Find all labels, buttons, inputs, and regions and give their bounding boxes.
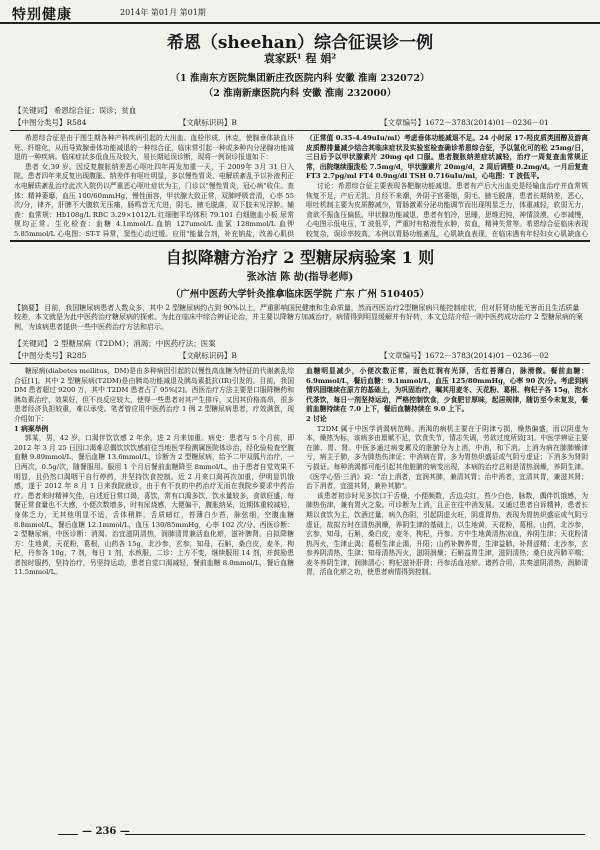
paragraph: 患者 女,39 岁。因反复腹胀纳差恶心呕吐四年再发加重一天，于 2009年 3月 31 日入院。患者四年来反复出现腹胀、纳差伴有呕吐明显，多以慢性胃炎、电解质紊乱予以补液利正水电解质紊乱治疗此次入院仍以严重恶心呕吐症状为主，门诊以"慢性胃炎，冠心病"收住。查体：精神萎靡，血压 100/60mmHg，慢性面容，甲状腺大致正常，双肺呼吸音清，心率 55 次/分，律齐，肝脾不大腹软无压痛，肠鸣音无亢进，阴毛、腋毛脱落，双下肢未见浮肿。辅查：血常规：Hb108g/L RBC 3.29×1012/L 红细胞平均体积 79.101 白细胞血小板 尿常规均正常。生化检查：血糖 4.1mmol/L 血钠 127umol/L 血氯 128mmol/L 血钾 5.85mmol/L 心电图：ST-T 异常，窦性心动过缓。应用"能量合剂，补充钠盐，改善心肌供 bbox=[14, 162, 294, 238]
footer-rule-right bbox=[125, 834, 585, 835]
divider bbox=[10, 240, 590, 242]
article1-right-column bbox=[306, 134, 588, 238]
article2-authors: 张冰洁 陈 劼(指导老师) bbox=[246, 272, 354, 283]
paragraph: （正常值 0.35-4.49uIu/ml）考虑垂体功能减退不足。24 小时尿 17-羟皮质类固醇及游离皮质醇排量减少结合其临床症状及实验室检查确诊希恩综合征，予以氢化可的松 25mg/日，三日后予以甲状腺素片 20mg qd 口服。患者腹胀纳差症状减轻，治疗一周复查血常规正常，出院继续服泼松 7.5mg/d，甲状腺素片 20mg/d，2 周后调整 0.2mg/d。一月后复查 FT3 2.7pg/ml FT4 0.9ng/dl TSH 0.716uIu/ml，心电图：T 波低平。 bbox=[306, 134, 588, 181]
article1-title: 希恩（sheehan）综合征误诊一例 bbox=[166, 33, 434, 53]
article1-keywords: 【关键词】 希恩综合征；误诊；贫血 bbox=[14, 106, 137, 115]
paragraph: 糖尿病(diabetes mellitus，DM)是由多种病因引起的以慢性高血糖为特征的代谢紊乱综合征[1]。其中 2 型糖尿病(T2DM)是由胰岛功能减退及胰岛素抵抗(IR)引发的。目前，我国 DM 患者超过 9200 万，其中 T2DM 患者占了 95%[2]。西医治疗方法主要是口服降糖药和胰岛素治疗，效果好，但不良反应较大，使得一些患者对其产生排斥，又因其价格高昂，很多患者经济负担较重，难以承受。笔者曾应用中医药治疗 1 例 2 型糖尿病患者，疗效满意，现介绍如下： bbox=[14, 367, 294, 423]
article2-keywords: 【关键词】 2 型糖尿病（T2DM）；消渴；中医药疗法；医案 bbox=[14, 339, 216, 348]
issue-info: 2014年 第01月 第01期 bbox=[120, 8, 206, 17]
article1-doc-code: 【文献标识码】B bbox=[178, 118, 237, 127]
journal-header bbox=[0, 0, 600, 24]
article1-affiliation-1: （1 淮南东方医院集团新庄孜医院内科 安徽 淮南 232072） bbox=[170, 73, 430, 84]
paragraph: 希恩综合征是由于围生期各种产科疾病引起的大出血、血栓形成、休克，使腺垂体缺血坏死、纤维化，从而导致腺垂体功能减退的一种综合征，临床常引起一种或多种内分泌腺功能减退的一种疾病。临床症状多低血压及较大，易长期延误诊断，现将一例误诊报道如下： bbox=[14, 134, 294, 162]
paragraph: 郭某，男，42 岁，口渴伴饮饮感 2 年余，进 2 月来加重。病史：患者与 5 个月前，即 2012 年 3 月 25 日因口渴难忍偶饮饮饮感前往当地医学检测属医院体诊治，经化验检查空腹血糖 9.89mmol/L，餐后血糖 13.6mmol/L，诊断为 2 型糖尿病，给予二甲双胍片治疗，一日两次，0.5g/次，随餐服用。服用 1 个月后餐前血糖降至 8mmol/L，由于患者自觉效果不明显，且仍然口渴咽干自行停药，并坚持饮食控制。近 2 月来口渴再次加重，伊明显饥饿感，遂于 2012 年 8 月 1 日来我院就诊，由于有不良的中药治疗无而在我院乡要求中药治疗。患者来时精神欠佳，自述近日常口渴，喜饮，常有口渴多饮，饮水量较多，食欲旺盛，每餐正常食量也不大感，小便次数增多，时有尿烧感，大便偏干，腹胀纳呆，近期体重较减轻，身体乏力，无其他明显不适，舌体稍胖，舌质暗红，苔薄白少苔，脉弦细，空腹血糖 8.8mmol/L，餐后血糖 12.1mmol/L，血压 130/85mmHg，心率 102 次/分。西医诊断：2 型糖尿病，中医诊断：消渴。治宜滋阴清热，润肺清胃兼活血化瘀，滋补脾肾。自拟降糖方：生地黄，天花粉，葛根，山药各 15g，北沙参，玄参，知母，石斛，桑白皮，麦冬，枸杞，丹参各 10g，7 剂，每日 1 剂，水煎服，二诊：上方不变，继续服用 14 剂，并鼓励患者按时服药，坚持治疗，另坚持运动，患者自觉口渴减轻，餐前血糖 8.0mmol/L，餐后血糖 11.5mmol/L。 bbox=[14, 434, 294, 577]
page-number: — 236 — bbox=[82, 826, 130, 837]
divider bbox=[10, 363, 590, 364]
paragraph: 血糖明显减少，小便次数正常，面色红润有光泽，舌红苔薄白，脉滑微。餐前血糖：6.9mmol/L，餐后血糖：9.1mmol/L，血压 125/80mmHg，心率 90 次/分。考虑到病情巩固继续在原方的基础上，为巩固治疗，嘱其用麦冬、天花粉、葛根、枸杞子各 15g，泡水代茶饮，每日一剂坚持运动，严格控制饮食，少食肥甘厚味，起居规律，随访至今未复发，餐前血糖持续在 7.0 上下，餐后血糖持续在 9.0 上下。 bbox=[306, 367, 588, 414]
article2-doc-number: 【文章编号】1672－3783(2014)01－0236－02 bbox=[380, 351, 549, 360]
section-heading: 2 讨论 bbox=[306, 414, 327, 423]
journal-brand: 特别健康 bbox=[12, 7, 72, 23]
article2-clc-code: 【中图分类号】R285 bbox=[14, 351, 87, 360]
paragraph: T2DM 属于中医学消渴病范畴。消渴的病机主要在于阴津亏损，燥热偏盛，而以阴虚为本，燥热为标，该病多由禀赋不足，饮食失节，情志失调，劳欲过度所致[3]。中医学辨证主要在肺、胃、肾。中医多通过病变累及的脏腑分为上消，中消，和下消。上消为病在肺肺燥津亏，病主于肺，多为肺热伤津证；中消病在胃，多为胃热炽盛证或气阴亏虚证；下消多为肾阴亏损证。每种消渴都可能引起其他脏腑的病变出现，本病的治疗总则是清热润燥，养阴生津。《医学心悟·三消》说："治上消者，宜润其肺，兼清其胃；治中消者，宜清其胃，兼滋其肾；治下消者，宜滋其肾，兼补其肺"。 bbox=[306, 424, 588, 491]
article2-clc bbox=[14, 350, 237, 361]
article1-affiliation-2: （2 淮南新康医院内科 安徽 淮南 232000） bbox=[203, 88, 397, 99]
section-heading: 1 病案举例 bbox=[14, 424, 49, 433]
article1-authors: 袁家跃¹ 程 娟² bbox=[263, 52, 337, 65]
article2-doc-code: 【文献标识码】B bbox=[178, 351, 237, 360]
article2-left-column bbox=[14, 367, 294, 822]
divider bbox=[10, 130, 590, 131]
paragraph: 讨论：希恩综合征主要表现各靶腺功能减退。患者有产后大出血史是经输血治疗并血常规恢复不足，产后无乳、月经不来潮，外阴子宫萎缩，阴毛、腋毛脱落，患者长期纳差，恶心，呕吐机制主要为皮质醇减少，胃肠激素分泌功能调节而出现明显乏力，体重减轻，软弱无力，食欲不振血压偏低。甲状腺功能减退，患者有怕冷，思睡，思维迟钝，神情淡漠，心率减慢，心电图示低电压，T 波低平，严重时有粘液性水肿，贫血，精神失常等。希恩综合征临床表现较复杂，误诊率较高，本例以胃肠功能紊乱，心肌缺血表现，在临床遇有年轻妇女心肌缺血心 bbox=[306, 181, 588, 238]
article1-clc bbox=[14, 117, 237, 128]
article2-affiliation: （广州中医药大学针灸推拿临床医学院 广东 广州 510405） bbox=[170, 289, 430, 300]
article2-abstract: 【摘要】 目前，我国糖尿病患者人数众多，其中 2 型糖尿病约占到 90%以上，严重影响国民健康和生命质量，然而西医治疗2型糖尿病只能控制症状，但对肝肾功能无害而且生活质量较差，本文就是为此中医药治疗糖尿病的探索。为此在临床中综合辨证论治，并主要以降糖方加减治疗，病情得到明显缓解并有好转，本文总结介绍一则中医药成功治疗 2 型糖尿病的案例，为该病患者提供一些中医药治疗方法和启示。 bbox=[14, 304, 583, 331]
article1-clc-code: 【中图分类号】R584 bbox=[14, 118, 87, 127]
article1-doc-number: 【文章编号】1672－3783(2014)01－0236－01 bbox=[380, 118, 549, 127]
article2-right-column bbox=[306, 367, 588, 822]
article2-title: 自拟降糖方治疗 2 型糖尿病验案 1 则 bbox=[165, 248, 435, 267]
footer-rule-left bbox=[58, 834, 78, 835]
article1-left-column bbox=[14, 134, 294, 238]
paragraph: 该患者初诊时见多饮口干舌燥，小便频数，舌边尖红，苔少白色，脉数，偶伴饥饿感，为肺热伤津，兼有胃火之象。可诊断为上消，且正在往中消发展。又通过患者自诉精神，患者长期以食饮为主，饮酒过量，病久伤阴，引起阴虚火旺，阴虚胃热，表现为胃热炽盛证或气阴亏虚证，故拟方时在清热润燥，养阴生津的基础上，以生地黄，天花粉，葛根，山药，北沙参，玄参，知母，石斛，桑白皮，麦冬，枸杞，丹参。方中生地黄清热凉血，养阴生津；天花粉清热泻火，生津止渴；葛根生津止渴，升阳；山药补脾养胃，生津益肺，补肾涩精；北沙参，玄参养阴清热，生津；知母清热泻火，滋阴润燥；石斛益胃生津，滋阴清热；桑白皮泻肺平喘；麦冬养阴生津，润肺清心；枸杞滋补肝肾；丹参活血祛瘀。诸药合用，共奏滋阴清热，润肺清胃，活血化瘀之功，使患者病情得到控制。 bbox=[306, 491, 588, 577]
